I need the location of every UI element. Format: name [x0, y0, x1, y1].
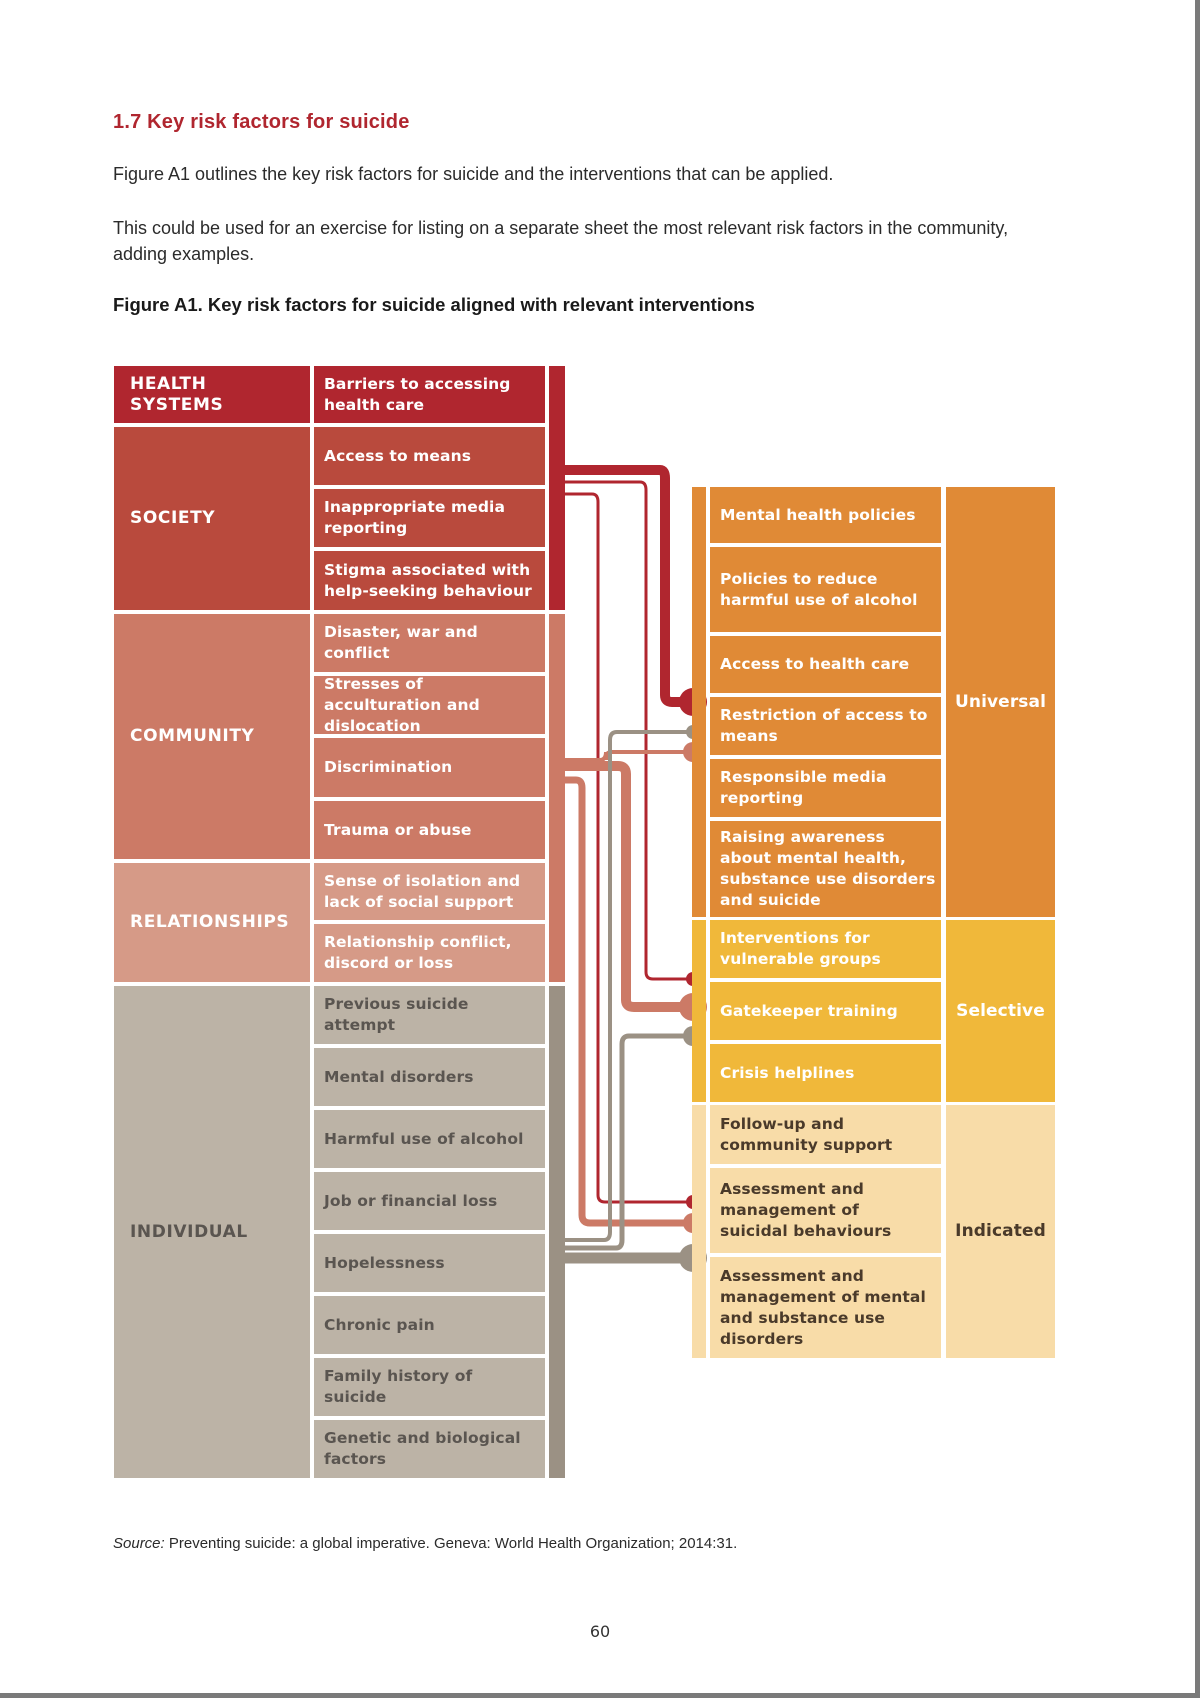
tier-indicated: Indicated	[946, 1105, 1055, 1358]
intervention: Interventions for vulnerable groups	[710, 920, 941, 978]
intervention: Policies to reduce harmful use of alcohol	[710, 547, 941, 632]
exercise-paragraph: This could be used for an exercise for listing on a separate sheet the most relevant risk factors in the community, adding examples.	[113, 218, 1009, 264]
level-individual: INDIVIDUAL	[114, 986, 310, 1478]
risk-factor: Sense of isolation and lack of social support	[314, 863, 545, 920]
intervention: Mental health policies	[710, 487, 941, 543]
source-text: Preventing suicide: a global imperative. Geneva: World Health Organization; 2014:31.	[168, 1535, 738, 1552]
intro-paragraph: Figure A1 outlines the key risk factors for suicide and the interventions that can be applied.	[113, 164, 834, 184]
bar-community-relationships	[549, 614, 565, 982]
figure-title: Figure A1. Key risk factors for suicide aligned with relevant interventions	[113, 294, 755, 315]
level-relationships: RELATIONSHIPS	[114, 863, 310, 982]
tier-selective: Selective	[946, 920, 1055, 1102]
intervention: Assessment and management of mental and substance use disorders	[710, 1257, 941, 1358]
bar-health-society	[549, 366, 565, 610]
source-citation	[113, 1535, 737, 1552]
level-society: SOCIETY	[114, 427, 310, 610]
risk-factor: Genetic and biological factors	[314, 1420, 545, 1478]
risk-factor: Barriers to accessing health care	[314, 366, 545, 423]
link-community-restriction	[565, 752, 606, 760]
intervention: Crisis helplines	[710, 1044, 941, 1102]
intervention: Gatekeeper training	[710, 982, 941, 1040]
intervention: Access to health care	[710, 636, 941, 693]
risk-factor: Chronic pain	[314, 1296, 545, 1354]
bar-indicated	[692, 1105, 706, 1358]
link-society-restriction	[565, 470, 692, 702]
bar-universal	[692, 487, 706, 917]
link-community-restriction-2	[606, 752, 692, 760]
risk-factor: Stresses of acculturation and dislocation	[314, 676, 545, 734]
risk-factor: Harmful use of alcohol	[314, 1110, 545, 1168]
page-number: 60	[589, 1622, 611, 1641]
risk-factor: Relationship conflict, discord or loss	[314, 924, 545, 982]
intervention: Raising awareness about mental health, substance use disorders and suicide	[710, 821, 941, 917]
risk-factor: Disaster, war and conflict	[314, 614, 545, 672]
risk-factor: Family history of suicide	[314, 1358, 545, 1416]
risk-factor: Hopelessness	[314, 1234, 545, 1292]
intervention: Assessment and management of suicidal behaviours	[710, 1168, 941, 1253]
bar-individual	[549, 986, 565, 1478]
intervention: Restriction of access to means	[710, 697, 941, 755]
level-health-systems: HEALTH SYSTEMS	[114, 366, 310, 423]
risk-factor: Access to means	[314, 427, 545, 485]
risk-factor: Mental disorders	[314, 1048, 545, 1106]
bar-selective	[692, 920, 706, 1102]
risk-factor: Trauma or abuse	[314, 801, 545, 859]
section-title: 1.7 Key risk factors for suicide	[113, 111, 410, 133]
risk-factor: Discrimination	[314, 738, 545, 797]
risk-factor: Job or financial loss	[314, 1172, 545, 1230]
intervention: Responsible media reporting	[710, 759, 941, 817]
tier-universal: Universal	[946, 487, 1055, 917]
intervention: Follow-up and community support	[710, 1105, 941, 1164]
risk-factor: Inappropriate media reporting	[314, 489, 545, 547]
risk-factor: Stigma associated with help-seeking behaviour	[314, 551, 545, 610]
risk-factor: Previous suicide attempt	[314, 986, 545, 1044]
level-community: COMMUNITY	[114, 614, 310, 859]
source-label: Source:	[113, 1535, 165, 1552]
